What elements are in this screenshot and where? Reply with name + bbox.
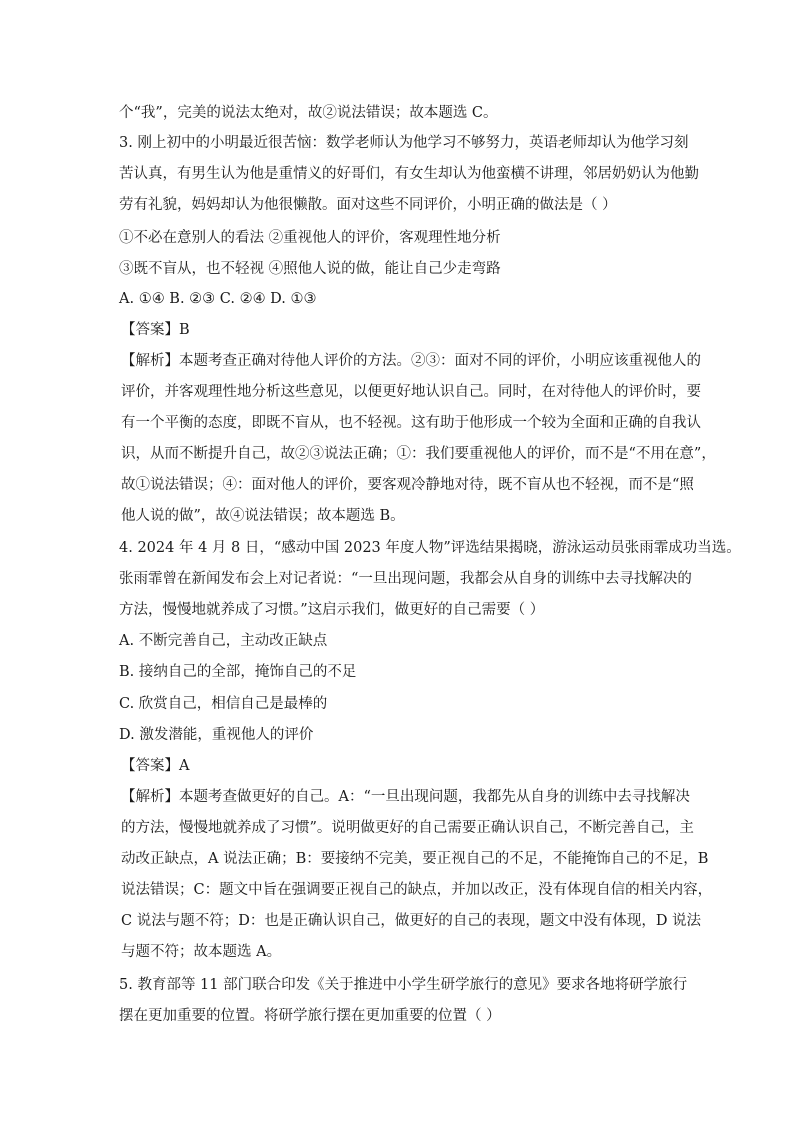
q3-analysis-line-2: 评价，并客观理性地分析这些意见，以便更好地认识自己。同时，在对待他人的评价时，要	[121, 384, 701, 400]
q4-analysis-line-5: C 说法与题不符；D：也是正确认识自己，做更好的自己的表现，题文中没有体现，D 说法	[121, 913, 702, 929]
q3-analysis-line-3: 有一个平衡的态度，即既不盲从，也不轻视。这有助于他形成一个较为全面和正确的自我认	[121, 415, 701, 431]
q3-stem-line-2: 苦认真，有男生认为他是重情义的好哥们，有女生却认为他蛮横不讲理，邻居奶奶认为他勤	[119, 166, 699, 182]
q4-analysis-line-4: 说法错误；C：题文中旨在强调要正视自己的缺点，并加以改正，没有体现自信的相关内容，	[121, 882, 713, 898]
q4-analysis-line-1: 【解析】本题考查做更好的自己。A：“一旦出现问题，我都先从自身的训练中去寻找解决	[121, 789, 690, 805]
q3-options: A. ①④ B. ②③ C. ②④ D. ①③	[119, 291, 317, 307]
q3-answer: 【答案】B	[121, 322, 190, 338]
q3-analysis-line-6: 他人说的做”，故④说法错误；故本题选 B。	[121, 508, 405, 524]
q4-analysis-line-2: 的方法，慢慢地就养成了习惯”。说明做更好的自己需要正确认识自己，不断完善自己，主	[121, 820, 694, 836]
q3-stem-line-3: 劳有礼貌，妈妈却认为他很懒散。面对这些不同评价，小明正确的做法是（ ）	[119, 197, 617, 213]
q4-stem-line-2: 张雨霏曾在新闻发布会上对记者说：“一旦出现问题，我都会从自身的训练中去寻找解决的	[119, 571, 692, 587]
q3-analysis-line-1: 【解析】本题考查正确对待他人评价的方法。②③：面对不同的评价，小明应该重视他人的	[121, 353, 701, 369]
q4-stem-line-3: 方法，慢慢地就养成了习惯。”这启示我们，做更好的自己需要（ ）	[119, 602, 545, 618]
q3-statements-3-4: ③既不盲从，也不轻视 ④照他人说的做，能让自己少走弯路	[119, 261, 501, 277]
q5-stem-line-2: 摆在更加重要的位置。将研学旅行摆在更加重要的位置（ ）	[119, 1008, 501, 1024]
q5-stem-line-1: 5. 教育部等 11 部门联合印发《关于推进中小学生研学旅行的意见》要求各地将研学旅行	[119, 977, 688, 993]
q4-answer: 【答案】A	[121, 758, 190, 774]
q3-analysis-line-4: 识，从而不断提升自己，故②③说法正确；①：我们要重视他人的评价，而不是“不用在意”，	[121, 446, 716, 462]
q4-analysis-line-3: 动改正缺点，A 说法正确；B：要接纳不完美，要正视自己的不足，不能掩饰自己的不足，B	[121, 851, 709, 867]
q4-option-a: A. 不断完善自己，主动改正缺点	[119, 633, 328, 649]
q4-stem-line-1: 4. 2024 年 4 月 8 日，“感动中国 2023 年度人物”评选结果揭晓，游泳运动员张雨霏成功当选。	[119, 540, 741, 556]
q4-option-b: B. 接纳自己的全部，掩饰自己的不足	[119, 664, 357, 680]
q4-analysis-line-6: 与题不符；故本题选 A。	[121, 944, 282, 960]
q4-option-d: D. 激发潜能，重视他人的评价	[119, 727, 314, 743]
q3-analysis-line-5: 故①说法错误；④：面对他人的评价，要客观冷静地对待，既不盲从也不轻视，而不是“照	[121, 477, 694, 493]
q2-analysis-end: 个“我”，完美的说法太绝对，故②说法错误；故本题选 C。	[119, 105, 498, 121]
q3-statements-1-2: ①不必在意别人的看法 ②重视他人的评价，客观理性地分析	[119, 230, 501, 246]
q3-stem-line-1: 3. 刚上初中的小明最近很苦恼：数学老师认为他学习不够努力，英语老师却认为他学习刻	[119, 135, 689, 151]
q4-option-c: C. 欣赏自己，相信自己是最棒的	[119, 696, 328, 712]
